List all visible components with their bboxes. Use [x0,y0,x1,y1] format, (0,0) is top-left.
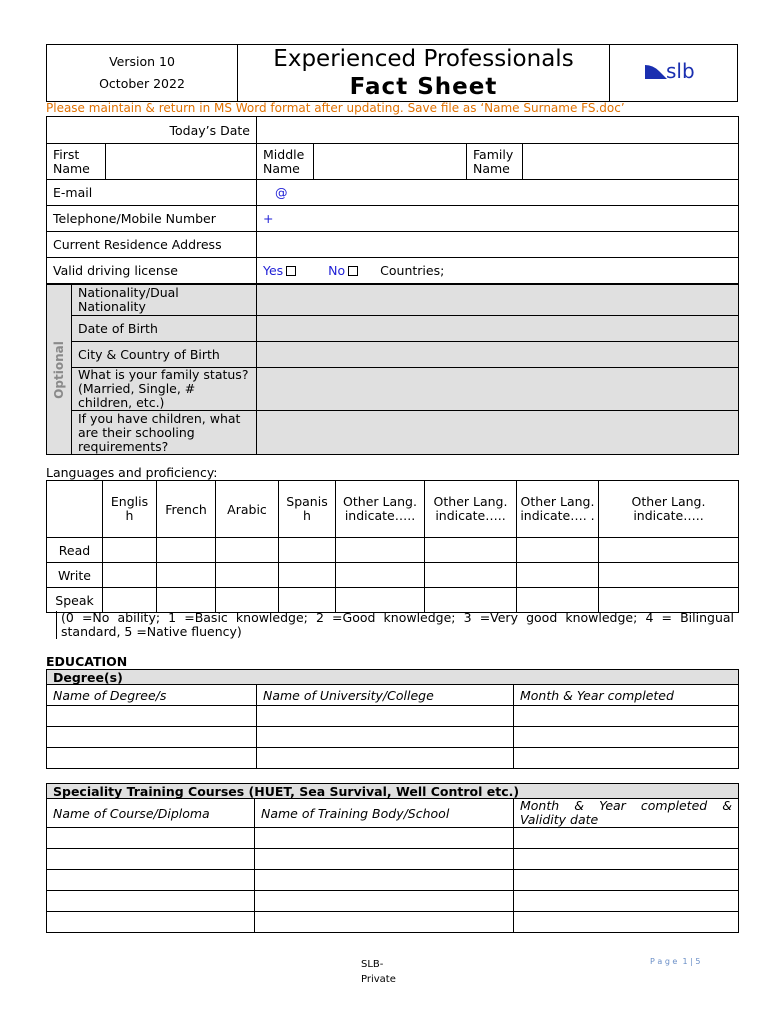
optional-row-field[interactable] [257,316,739,342]
lang-col-header: Arabic [216,481,279,538]
training-cell[interactable] [47,912,255,933]
telephone-field[interactable] [257,206,739,232]
legend-line2: standard, 5 =Native fluency) [61,624,242,639]
languages-table [46,480,739,613]
lang-cell[interactable] [517,538,599,563]
lang-cell[interactable] [279,563,336,588]
lang-cell[interactable] [157,538,216,563]
footer-page-number: P a g e 1 | 5 [650,957,701,966]
title-line1: Experienced Professionals [273,46,574,72]
degree-cell[interactable] [47,727,257,748]
telephone-value: + [263,211,274,226]
lang-cell[interactable] [599,563,739,588]
family-name-label: Family Name [467,144,523,180]
lang-cell[interactable] [279,538,336,563]
lang-cell[interactable] [599,588,739,613]
training-cell[interactable] [255,870,514,891]
address-field[interactable] [257,232,739,258]
lang-cell[interactable] [425,588,517,613]
optional-row-label: If you have children, what are their schooling requirements? [72,411,257,455]
lang-cell[interactable] [336,563,425,588]
optional-table [46,284,739,455]
lang-cell[interactable] [279,588,336,613]
lang-cell[interactable] [216,538,279,563]
driving-no-label: No [328,263,346,278]
degree-cell[interactable] [514,727,739,748]
version-cell [47,45,238,102]
training-cell[interactable] [255,849,514,870]
lang-cell[interactable] [425,538,517,563]
logo-cell [610,45,738,102]
degrees-col-header: Name of Degree/s [47,685,257,706]
address-label: Current Residence Address [47,232,257,258]
driving-label: Valid driving license [47,258,257,284]
lang-cell[interactable] [336,538,425,563]
degree-cell[interactable] [47,706,257,727]
optional-row-field[interactable] [257,342,739,368]
training-cell[interactable] [255,828,514,849]
optional-row-field[interactable] [257,368,739,411]
training-cell[interactable] [514,912,739,933]
slb-logo-icon [643,57,705,87]
lang-col-header: Other Lang. indicate….. [425,481,517,538]
training-cell[interactable] [514,891,739,912]
first-name-label: First Name [47,144,106,180]
optional-row-field[interactable] [257,285,739,316]
lang-cell[interactable] [103,538,157,563]
lang-cell[interactable] [103,588,157,613]
lang-col-header: Englis h [103,481,157,538]
lang-cell[interactable] [103,563,157,588]
degree-cell[interactable] [514,748,739,769]
lang-cell[interactable] [599,538,739,563]
lang-cell[interactable] [216,588,279,613]
countries-label: Countries; [380,263,445,278]
lang-row-label: Speak [47,588,103,613]
todays-date-label: Today’s Date [47,117,257,144]
driving-field [257,258,739,284]
lang-cell[interactable] [517,563,599,588]
lang-cell[interactable] [157,588,216,613]
email-field[interactable] [257,180,739,206]
degree-cell[interactable] [257,748,514,769]
email-label: E-mail [47,180,257,206]
lang-cell[interactable] [517,588,599,613]
lang-col-header: Other Lang. indicate….. [599,481,739,538]
lang-row-label: Read [47,538,103,563]
logo-text: slb [665,58,695,83]
training-cell[interactable] [255,891,514,912]
driving-no-checkbox[interactable] [348,266,358,276]
optional-row-label: City & Country of Birth [72,342,257,368]
title-cell [238,45,610,102]
languages-heading: Languages and proficiency: [46,465,218,480]
lang-row-label: Write [47,563,103,588]
lang-cell[interactable] [157,563,216,588]
version-date: October 2022 [99,76,185,91]
training-cell[interactable] [47,828,255,849]
instruction-text: Please maintain & return in MS Word format after updating. Save file as ‘Name Surname FS.doc’ [46,101,625,115]
todays-date-field[interactable] [257,117,739,144]
training-title: Speciality Training Courses (HUET, Sea Survival, Well Control etc.) [47,784,739,799]
training-col-header: Name of Course/Diploma [47,799,255,828]
lang-col-header: Spanis h [279,481,336,538]
middle-name-label: Middle Name [257,144,314,180]
lang-cell[interactable] [425,563,517,588]
proficiency-legend [56,611,734,639]
degrees-col-header: Month & Year completed [514,685,739,706]
lang-cell[interactable] [336,588,425,613]
training-cell[interactable] [514,849,739,870]
version-text: Version 10 [109,54,175,69]
degree-cell[interactable] [257,706,514,727]
slb-logo [643,57,705,87]
training-cell[interactable] [47,870,255,891]
degree-cell[interactable] [514,706,739,727]
optional-row-field[interactable] [257,411,739,455]
lang-col-header: French [157,481,216,538]
languages-corner [47,481,103,538]
driving-yes-checkbox[interactable] [286,266,296,276]
optional-row-label: Date of Birth [72,316,257,342]
optional-label-text: Optional [52,340,66,399]
telephone-label: Telephone/Mobile Number [47,206,257,232]
training-cell[interactable] [514,870,739,891]
training-col-header: Month & Year completed & Validity date [514,799,739,828]
optional-row-label: Nationality/Dual Nationality [72,285,257,316]
header-table [46,44,738,102]
optional-row-label: What is your family status? (Married, Single, # children, etc.) [72,368,257,411]
first-name-field[interactable] [106,144,257,180]
legend-line1: (0 =No ability; 1 =Basic knowledge; 2 =Good knowledge; 3 =Very good knowledge; 4 = Bilingual [61,610,734,625]
degrees-table [46,669,739,769]
email-value: @ [275,185,288,200]
degree-cell[interactable] [257,727,514,748]
degrees-title: Degree(s) [47,670,739,685]
training-cell[interactable] [47,891,255,912]
middle-name-field[interactable] [314,144,467,180]
degrees-col-header: Name of University/College [257,685,514,706]
personal-table [46,116,739,284]
education-heading: EDUCATION [46,654,128,669]
lang-col-header: Other Lang. indicate…. . [517,481,599,538]
lang-cell[interactable] [216,563,279,588]
training-table [46,783,739,933]
lang-col-header: Other Lang. indicate….. [336,481,425,538]
family-name-field[interactable] [523,144,739,180]
training-cell[interactable] [514,828,739,849]
footer-classification: SLB-Private [361,959,396,985]
training-cell[interactable] [47,849,255,870]
driving-yes-label: Yes [263,263,284,278]
degree-cell[interactable] [47,748,257,769]
optional-side-label [47,285,72,455]
title-line2: Fact Sheet [349,74,498,100]
training-col-header: Name of Training Body/School [255,799,514,828]
training-cell[interactable] [255,912,514,933]
